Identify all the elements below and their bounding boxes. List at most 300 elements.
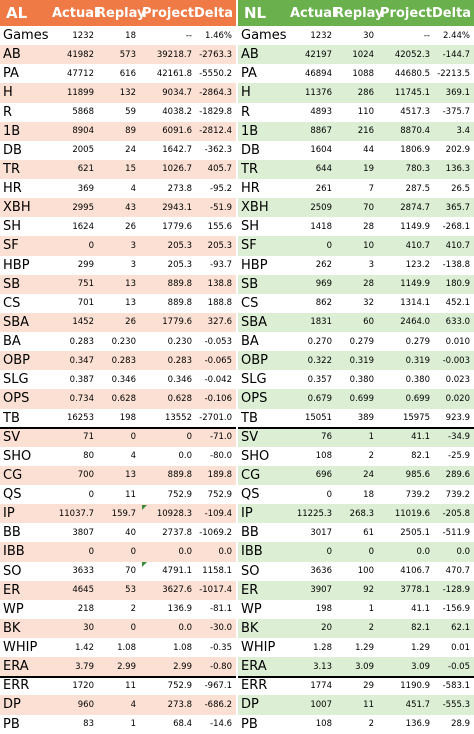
al-project-cell: 0.0: [178, 623, 192, 634]
nl-stat-cell: H: [241, 85, 251, 101]
al-stat-cell: IP: [3, 506, 15, 522]
al-actual-cell: 700: [77, 470, 94, 481]
nl-table-row: [238, 26, 474, 45]
al-actual-cell: 5868: [72, 107, 94, 118]
al-delta-cell: 1158.1: [202, 566, 232, 577]
nl-table-row: [238, 179, 474, 198]
al-replay-cell: 3: [130, 260, 136, 271]
nl-replay-cell: 0: [368, 546, 374, 557]
nl-stat-cell: DB: [241, 142, 260, 158]
nl-project-cell: 8870.4: [400, 126, 430, 137]
nl-delta-cell: 62.1: [451, 623, 470, 634]
al-actual-cell: 2995: [72, 202, 94, 213]
al-table-row: [0, 581, 236, 600]
al-project-cell: 273.8: [167, 699, 192, 710]
nl-table-row: [238, 542, 474, 561]
al-delta-cell: -71.0: [210, 432, 232, 443]
al-stat-cell: OPS: [3, 391, 30, 407]
nl-replay-cell: 92: [363, 585, 374, 596]
nl-delta-cell: 2.44%: [442, 30, 470, 41]
nl-project-cell: 287.5: [405, 183, 430, 194]
nl-stat-cell: ER: [241, 582, 259, 598]
nl-actual-cell: 3907: [310, 585, 332, 596]
nl-table-row: [238, 638, 474, 657]
al-stat-cell: PA: [3, 66, 19, 82]
nl-table: [238, 0, 474, 732]
nl-table-row: [238, 504, 474, 523]
nl-table-row: [238, 217, 474, 236]
nl-project-cell: --: [423, 30, 430, 41]
nl-stat-cell: SB: [241, 276, 259, 292]
nl-project-header: Project: [380, 5, 433, 21]
al-project-cell: 136.9: [167, 604, 192, 615]
nl-delta-cell: -128.9: [442, 585, 470, 596]
al-stat-cell: TR: [3, 161, 20, 177]
al-stat-cell: SO: [3, 563, 22, 579]
al-table-row: [0, 122, 236, 141]
nl-replay-cell: 1.29: [355, 642, 374, 653]
al-stat-cell: BA: [3, 334, 21, 350]
al-replay-cell: 4: [130, 699, 136, 710]
nl-delta-cell: 452.1: [445, 298, 470, 309]
nl-table-row: [238, 447, 474, 466]
al-delta-cell: -14.6: [210, 719, 232, 730]
al-replay-cell: 24: [125, 145, 136, 156]
nl-delta-cell: -511.9: [442, 527, 470, 538]
nl-league-label: NL: [244, 4, 267, 22]
nl-stat-cell: ERR: [241, 678, 268, 694]
al-delta-cell: -2763.3: [199, 49, 232, 60]
nl-stat-cell: SLG: [241, 372, 267, 388]
al-actual-header: Actual: [52, 5, 99, 21]
al-table-row: [0, 236, 236, 255]
nl-project-cell: 0.0: [416, 546, 430, 557]
al-actual-cell: 0.347: [69, 355, 94, 366]
al-stat-cell: SF: [3, 238, 19, 254]
al-actual-cell: 0.387: [69, 374, 94, 385]
nl-replay-cell: 2: [368, 623, 374, 634]
al-stat-cell: DB: [3, 142, 22, 158]
al-delta-cell: -1829.8: [199, 107, 232, 118]
al-actual-cell: 1232: [72, 30, 94, 41]
nl-delta-cell: 470.7: [445, 566, 470, 577]
al-project-header: Project: [142, 5, 195, 21]
nl-replay-header: Replay: [334, 5, 384, 21]
nl-project-cell: 4517.3: [400, 107, 430, 118]
nl-actual-cell: 46894: [304, 68, 332, 79]
nl-delta-cell: 365.7: [445, 202, 470, 213]
al-replay-cell: 89: [125, 126, 136, 137]
al-actual-cell: 71: [83, 432, 94, 443]
nl-project-cell: 44680.5: [394, 68, 430, 79]
nl-actual-cell: 3636: [310, 566, 332, 577]
al-table-row: [0, 389, 236, 408]
nl-table-row: [238, 466, 474, 485]
nl-actual-cell: 2509: [310, 202, 332, 213]
al-header-row: [0, 0, 236, 26]
al-project-cell: 3627.6: [162, 585, 192, 596]
al-replay-cell: 15: [125, 164, 136, 175]
al-table-row: [0, 141, 236, 160]
al-stat-cell: SBA: [3, 314, 30, 330]
nl-table-row: [238, 715, 474, 734]
nl-replay-cell: 28: [363, 221, 374, 232]
al-replay-cell: 11: [125, 489, 136, 500]
al-project-cell: 0.283: [167, 355, 192, 366]
al-project-cell: 889.8: [167, 279, 192, 290]
al-replay-cell: 18: [125, 30, 136, 41]
al-delta-cell: -93.7: [210, 260, 232, 271]
nl-actual-cell: 0.357: [307, 374, 332, 385]
nl-project-cell: 1314.1: [400, 298, 430, 309]
nl-project-cell: 123.2: [405, 260, 430, 271]
nl-delta-cell: -583.1: [442, 680, 470, 691]
al-project-cell: 1779.6: [162, 221, 192, 232]
al-table-row: [0, 409, 236, 428]
nl-stat-cell: WHIP: [241, 640, 276, 656]
al-stat-cell: XBH: [3, 200, 31, 216]
nl-project-cell: 15975: [402, 413, 430, 424]
al-actual-cell: 1.42: [75, 642, 94, 653]
nl-delta-cell: -205.8: [442, 508, 470, 519]
nl-project-cell: 4106.7: [400, 566, 430, 577]
nl-stat-cell: SO: [241, 563, 260, 579]
al-table: [0, 0, 236, 732]
al-table-row: [0, 447, 236, 466]
nl-actual-cell: 0.270: [307, 336, 332, 347]
al-replay-cell: 53: [125, 585, 136, 596]
nl-replay-cell: 286: [357, 87, 374, 98]
al-actual-cell: 41982: [66, 49, 94, 60]
nl-project-cell: 1149.9: [400, 279, 430, 290]
al-table-row: [0, 313, 236, 332]
nl-replay-cell: 100: [357, 566, 374, 577]
nl-delta-cell: 410.7: [445, 240, 470, 251]
nl-project-cell: 1.29: [411, 642, 430, 653]
nl-actual-cell: 4893: [310, 107, 332, 118]
nl-actual-cell: 644: [315, 164, 332, 175]
nl-replay-cell: 2: [368, 451, 374, 462]
al-delta-cell: -967.1: [204, 680, 232, 691]
al-delta-cell: -0.35: [210, 642, 232, 653]
nl-delta-cell: 633.0: [445, 317, 470, 328]
nl-replay-cell: 0.380: [349, 374, 374, 385]
nl-stat-cell: QS: [241, 487, 260, 503]
al-actual-cell: 701: [77, 298, 94, 309]
nl-project-cell: 0.319: [405, 355, 430, 366]
al-stat-cell: HBP: [3, 257, 30, 273]
al-project-cell: 889.8: [167, 470, 192, 481]
nl-actual-cell: 696: [315, 470, 332, 481]
al-actual-cell: 299: [77, 260, 94, 271]
al-replay-cell: 13: [125, 470, 136, 481]
al-replay-cell: 2: [130, 604, 136, 615]
nl-actual-cell: 42197: [304, 49, 332, 60]
al-delta-cell: 405.7: [207, 164, 232, 175]
nl-delta-cell: -268.1: [442, 221, 470, 232]
al-stat-cell: SH: [3, 219, 22, 235]
nl-delta-cell: -138.8: [442, 260, 470, 271]
al-delta-cell: -0.106: [204, 393, 232, 404]
al-actual-cell: 80: [83, 451, 94, 462]
nl-table-row: [238, 562, 474, 581]
al-stat-cell: CS: [3, 295, 21, 311]
nl-actual-cell: 0: [326, 546, 332, 557]
nl-delta-cell: 739.2: [445, 489, 470, 500]
al-project-cell: 1.08: [173, 642, 192, 653]
al-project-cell: 0.0: [178, 546, 192, 557]
nl-replay-cell: 70: [363, 202, 374, 213]
nl-actual-cell: 3017: [310, 527, 332, 538]
nl-delta-cell: 0.023: [445, 374, 470, 385]
nl-table-row: [238, 485, 474, 504]
al-table-row: [0, 332, 236, 351]
nl-table-row: [238, 122, 474, 141]
nl-table-row: [238, 370, 474, 389]
nl-stat-cell: IP: [241, 506, 253, 522]
al-actual-cell: 0: [88, 240, 94, 251]
nl-actual-cell: 8867: [310, 126, 332, 137]
al-replay-cell: 0: [130, 546, 136, 557]
nl-actual-cell: 969: [315, 279, 332, 290]
nl-delta-cell: -2213.5: [437, 68, 470, 79]
nl-table-row: [238, 600, 474, 619]
nl-actual-header: Actual: [290, 5, 337, 21]
al-stat-cell: Games: [3, 28, 49, 44]
al-project-cell: 2737.8: [162, 527, 192, 538]
al-stat-cell: WP: [3, 601, 24, 617]
nl-delta-cell: 26.5: [451, 183, 470, 194]
nl-actual-cell: 1.28: [313, 642, 332, 653]
nl-delta-cell: 0.0: [456, 546, 470, 557]
nl-stat-cell: PB: [241, 716, 258, 732]
nl-stat-cell: XBH: [241, 200, 269, 216]
nl-table-row: [238, 676, 474, 695]
al-actual-cell: 47712: [66, 68, 94, 79]
nl-stat-cell: 1B: [241, 123, 259, 139]
al-actual-cell: 0.734: [69, 393, 94, 404]
al-replay-cell: 13: [125, 279, 136, 290]
al-actual-cell: 2005: [72, 145, 94, 156]
al-replay-cell: 198: [119, 413, 136, 424]
al-actual-cell: 3.79: [75, 661, 94, 672]
nl-table-row: [238, 64, 474, 83]
al-project-cell: 0.628: [167, 393, 192, 404]
al-actual-cell: 0: [88, 489, 94, 500]
nl-project-cell: 2505.1: [400, 527, 430, 538]
al-table-row: [0, 256, 236, 275]
al-replay-cell: 40: [125, 527, 136, 538]
al-actual-cell: 11899: [66, 87, 94, 98]
al-table-row: [0, 428, 236, 447]
nl-project-cell: 739.2: [405, 489, 430, 500]
al-replay-cell: 43: [125, 202, 136, 213]
al-table-row: [0, 619, 236, 638]
al-replay-cell: 59: [125, 107, 136, 118]
al-stat-cell: OBP: [3, 353, 30, 369]
nl-project-cell: 1806.9: [400, 145, 430, 156]
nl-project-cell: 11745.1: [394, 87, 430, 98]
al-replay-cell: 4: [130, 183, 136, 194]
al-project-cell: 0: [186, 432, 192, 443]
nl-table-row: [238, 45, 474, 64]
al-replay-cell: 573: [119, 49, 136, 60]
al-replay-cell: 0.230: [111, 336, 136, 347]
al-delta-cell: -80.0: [210, 451, 232, 462]
nl-replay-cell: 216: [357, 126, 374, 137]
nl-project-cell: 780.3: [405, 164, 430, 175]
nl-actual-cell: 1418: [310, 221, 332, 232]
nl-project-cell: 410.7: [405, 240, 430, 251]
nl-table-row: [238, 141, 474, 160]
nl-stat-cell: SH: [241, 219, 260, 235]
al-table-row: [0, 83, 236, 102]
nl-stat-cell: CG: [241, 467, 261, 483]
nl-replay-cell: 44: [363, 145, 374, 156]
al-actual-cell: 11037.7: [58, 508, 94, 519]
al-delta-cell: 205.3: [207, 240, 232, 251]
nl-project-cell: 1190.9: [400, 680, 430, 691]
nl-actual-cell: 11225.3: [296, 508, 332, 519]
al-stat-cell: SHO: [3, 448, 32, 464]
al-table-row: [0, 179, 236, 198]
al-stat-cell: SB: [3, 276, 21, 292]
al-replay-cell: 70: [125, 566, 136, 577]
al-delta-cell: -51.9: [210, 202, 232, 213]
al-table-row: [0, 485, 236, 504]
nl-actual-cell: 15051: [304, 413, 332, 424]
al-actual-cell: 4645: [72, 585, 94, 596]
nl-project-cell: 3.09: [411, 661, 430, 672]
nl-project-cell: 82.1: [411, 451, 430, 462]
al-delta-cell: -0.042: [204, 374, 232, 385]
al-table-row: [0, 275, 236, 294]
nl-replay-cell: 1024: [352, 49, 374, 60]
nl-stat-cell: OPS: [241, 391, 268, 407]
nl-replay-cell: 1: [368, 604, 374, 615]
nl-delta-cell: 369.1: [445, 87, 470, 98]
nl-project-cell: 0.699: [405, 393, 430, 404]
al-delta-cell: 138.8: [207, 279, 232, 290]
nl-actual-cell: 261: [315, 183, 332, 194]
al-replay-cell: 132: [119, 87, 136, 98]
nl-stat-cell: BA: [241, 334, 259, 350]
nl-table-row: [238, 428, 474, 447]
al-project-cell: 42161.8: [156, 68, 192, 79]
nl-replay-cell: 19: [363, 164, 374, 175]
nl-stat-cell: BK: [241, 620, 259, 636]
nl-table-row: [238, 332, 474, 351]
al-replay-cell: 4: [130, 451, 136, 462]
al-table-row: [0, 466, 236, 485]
al-replay-cell: 159.7: [111, 508, 136, 519]
al-stat-cell: H: [3, 85, 13, 101]
al-delta-cell: 0.0: [218, 546, 232, 557]
al-replay-cell: 3: [130, 240, 136, 251]
al-stat-cell: ERA: [3, 659, 29, 675]
nl-stat-cell: SF: [241, 238, 257, 254]
al-stat-cell: ER: [3, 582, 21, 598]
nl-replay-cell: 110: [357, 107, 374, 118]
nl-table-row: [238, 236, 474, 255]
nl-stat-cell: HBP: [241, 257, 268, 273]
al-project-cell: 1026.7: [162, 164, 192, 175]
nl-stat-cell: OBP: [241, 353, 268, 369]
al-replay-cell: 1: [130, 719, 136, 730]
nl-rows: [238, 26, 474, 734]
nl-stat-cell: SBA: [241, 314, 268, 330]
nl-replay-cell: 61: [363, 527, 374, 538]
nl-replay-cell: 3.09: [355, 661, 374, 672]
al-table-row: [0, 657, 236, 676]
al-cell-marker-icon: [142, 562, 147, 567]
nl-delta-cell: 136.3: [445, 164, 470, 175]
nl-table-row: [238, 695, 474, 714]
al-table-row: [0, 638, 236, 657]
al-stat-cell: QS: [3, 487, 22, 503]
nl-table-row: [238, 83, 474, 102]
nl-actual-cell: 1831: [310, 317, 332, 328]
nl-stat-cell: ERA: [241, 659, 267, 675]
nl-replay-cell: 11: [363, 699, 374, 710]
al-stat-cell: 1B: [3, 123, 21, 139]
al-table-row: [0, 523, 236, 542]
nl-replay-cell: 2: [368, 719, 374, 730]
nl-delta-cell: -156.9: [442, 604, 470, 615]
al-table-row: [0, 676, 236, 695]
nl-stat-cell: DP: [241, 697, 259, 713]
nl-project-cell: 42052.3: [394, 49, 430, 60]
nl-replay-cell: 24: [363, 470, 374, 481]
nl-actual-cell: 0.679: [307, 393, 332, 404]
nl-delta-cell: 289.6: [445, 470, 470, 481]
al-actual-cell: 369: [77, 183, 94, 194]
al-replay-cell: 0: [130, 432, 136, 443]
nl-replay-cell: 32: [363, 298, 374, 309]
al-project-cell: 13552: [164, 413, 192, 424]
al-section-divider: [0, 676, 236, 678]
al-replay-cell: 13: [125, 298, 136, 309]
al-project-cell: 2943.1: [162, 202, 192, 213]
nl-project-cell: 136.9: [405, 719, 430, 730]
nl-section-divider: [238, 676, 474, 678]
al-delta-cell: -109.4: [204, 508, 232, 519]
al-project-cell: 68.4: [173, 719, 192, 730]
al-delta-cell: -30.0: [210, 623, 232, 634]
nl-actual-cell: 0: [326, 240, 332, 251]
nl-stat-cell: R: [241, 104, 251, 120]
al-actual-cell: 218: [77, 604, 94, 615]
nl-delta-cell: -25.9: [448, 451, 470, 462]
al-table-row: [0, 351, 236, 370]
nl-actual-cell: 0.322: [307, 355, 332, 366]
nl-project-cell: 41.1: [411, 604, 430, 615]
nl-stat-cell: SHO: [241, 448, 270, 464]
al-table-row: [0, 103, 236, 122]
al-delta-cell: 327.6: [207, 317, 232, 328]
al-table-row: [0, 562, 236, 581]
al-table-row: [0, 198, 236, 217]
nl-project-cell: 1149.9: [400, 221, 430, 232]
nl-table-row: [238, 275, 474, 294]
nl-actual-cell: 108: [315, 719, 332, 730]
nl-delta-cell: -0.003: [442, 355, 470, 366]
al-replay-cell: 26: [125, 317, 136, 328]
al-section-divider: [0, 427, 236, 429]
nl-actual-cell: 76: [321, 432, 332, 443]
al-stat-cell: PB: [3, 716, 20, 732]
al-stat-cell: HR: [3, 181, 22, 197]
